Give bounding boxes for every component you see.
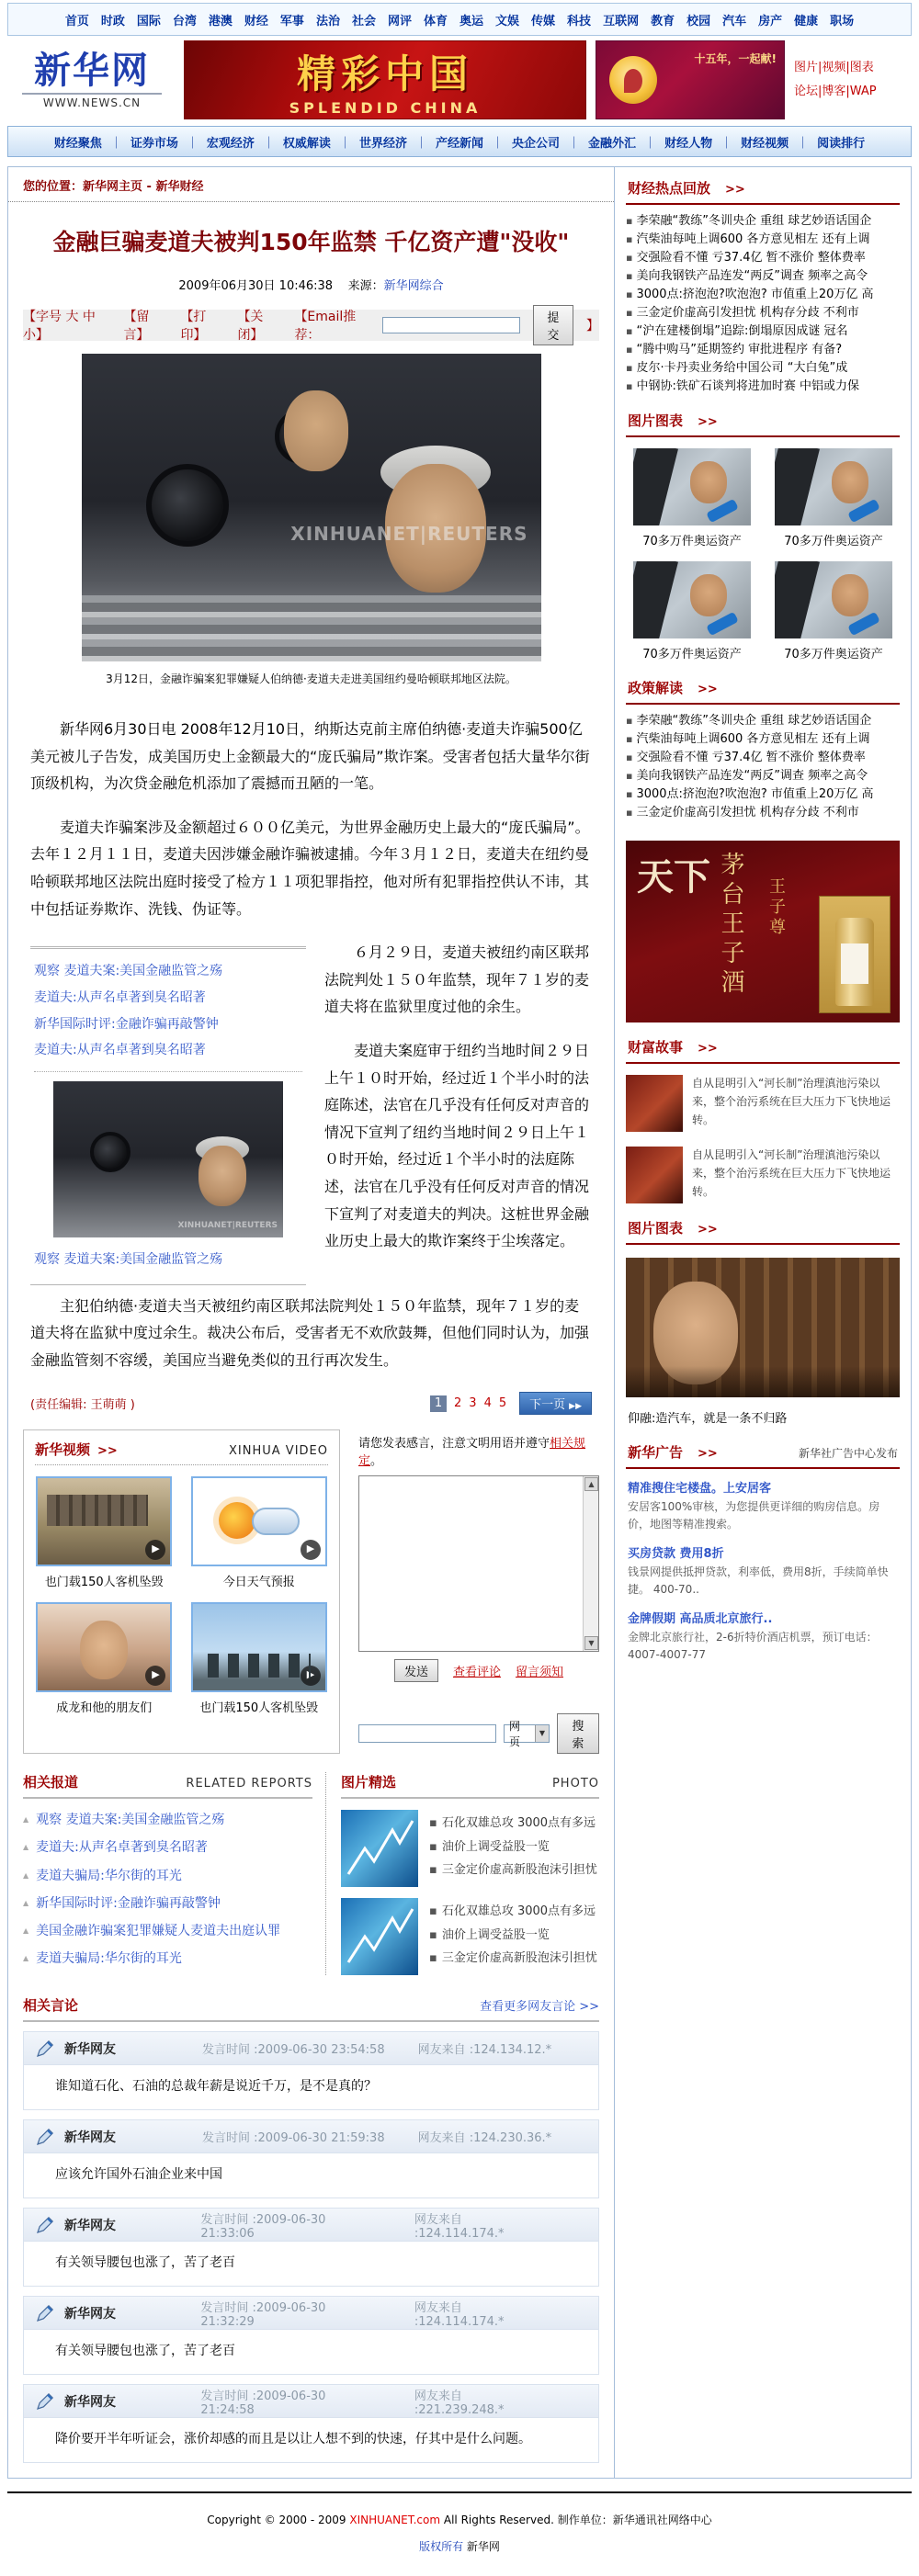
comment-time: 发言时间 :2009-06-30 23:54:58 <box>202 2043 385 2058</box>
inline-related-link[interactable]: 麦道夫:从声名卓著到臭名昭著 <box>34 1043 206 1058</box>
comment-item <box>23 2384 599 2463</box>
ad-title-link[interactable]: 买房贷款 费用8折 <box>628 1547 724 1562</box>
channel-nav-link[interactable]: ｜ 产经新闻 <box>407 133 483 151</box>
related-links-box <box>30 946 306 1284</box>
pencil-icon <box>35 2215 55 2235</box>
related-and-photo-row <box>23 1772 599 1975</box>
chart-pic-caption[interactable]: 70多万件奥运资产 <box>784 648 883 661</box>
top-nav-link[interactable]: 首页 <box>64 14 89 28</box>
top-nav-link[interactable]: 体育 <box>423 14 448 28</box>
channel-nav-link[interactable]: ｜ 金融外汇 <box>560 133 636 151</box>
interview-photo-thumbnail[interactable] <box>775 561 892 638</box>
comment-form <box>358 1429 599 1754</box>
figure-shape <box>284 390 348 471</box>
photo-watermark: XINHUANET|REUTERS <box>177 1220 278 1230</box>
video-section-title[interactable]: 新华视频 <box>35 1441 91 1459</box>
banner-ad-text: 十五年，一起献! <box>694 52 777 65</box>
related-reports-section <box>23 1772 326 1975</box>
video-thumbnail[interactable] <box>36 1602 172 1692</box>
hot-list-link[interactable]: ▪ 3000点:挤泡泡?吹泡泡? 市值重上20万亿 高 <box>626 286 900 304</box>
policy-section-title: 政策解读 <box>628 680 684 696</box>
top-nav-link[interactable]: 互联网 <box>603 14 640 28</box>
hot-list-link[interactable]: ▪ 皮尔·卡丹卖业务给中国公司 “大白兔”成 <box>626 359 900 378</box>
photo-picks-title: 图片精选 <box>341 1774 397 1791</box>
chart-pics-header <box>626 400 900 437</box>
breadcrumb <box>8 167 614 202</box>
search-bar <box>358 1713 599 1754</box>
figure-shape <box>775 561 820 638</box>
ad-section-title: 新华广告 <box>628 1444 684 1461</box>
video-caption[interactable]: 今日天气预报 <box>222 1576 295 1590</box>
policy-list <box>626 705 900 826</box>
photo-pick-link[interactable]: ▪ 石化双雄总攻 3000点有多远 <box>429 1812 597 1835</box>
email-input[interactable] <box>382 317 520 333</box>
hot-list-link[interactable]: ▪ 三金定价虚高引发担忧 机构存分歧 不利市 <box>626 304 900 322</box>
video-caption[interactable]: 成龙和他的朋友们 <box>56 1701 153 1716</box>
editor-credit: (责任编辑: 王萌萌 ) <box>30 1398 135 1413</box>
bracket-end: 】 <box>586 319 600 333</box>
commenter-name: 新华网友 <box>64 2306 116 2322</box>
video-caption[interactable]: 也门载150人客机坠毁 <box>199 1701 319 1716</box>
policy-list-link[interactable]: ▪ 汽柴油每吨上调600 各方意见相左 还有上调 <box>626 730 900 749</box>
interview-photo-thumbnail[interactable] <box>633 448 751 525</box>
more-comments-link[interactable]: 查看更多网友言论 >> <box>480 2000 599 2015</box>
video-box-header <box>35 1440 328 1465</box>
comment-header <box>24 2385 598 2418</box>
hot-list-link[interactable]: ▪ 汽柴油每吨上调600 各方意见相左 还有上调 <box>626 231 900 249</box>
feature-photo[interactable] <box>626 1258 900 1397</box>
page-link[interactable]: 2 <box>454 1396 462 1411</box>
story-text[interactable]: 自从昆明引入“河长制”治理滇池污染以来，整个治污系统在巨大压力下飞快地运转。 <box>692 1077 891 1126</box>
video-caption[interactable]: 也门载150人客机坠毁 <box>44 1576 164 1590</box>
commenter-name: 新华网友 <box>64 2041 116 2057</box>
top-nav-link[interactable]: 房产 <box>758 14 783 28</box>
pagination <box>430 1392 592 1415</box>
hot-section-header <box>626 167 900 205</box>
top-nav-link[interactable]: 社会 <box>351 14 376 28</box>
wealth-story-item[interactable] <box>626 1064 900 1135</box>
more-arrows[interactable]: >> <box>698 415 718 429</box>
next-arrows-icon <box>569 1398 582 1412</box>
rights-line: 版权所有 新华网 <box>419 2540 500 2554</box>
comment-header <box>24 2032 598 2065</box>
send-button[interactable]: 发送 <box>394 1659 438 1682</box>
page-footer <box>7 2491 912 2576</box>
top-nav-link[interactable]: 科技 <box>567 14 592 28</box>
top-nav <box>7 3 912 36</box>
policy-list-link[interactable]: ▪ 美向我钢铁产品连发“两反”调查 频率之高令 <box>626 767 900 785</box>
chart-pics2-title: 图片图表 <box>628 1220 684 1237</box>
related-report-link[interactable]: ▲ 麦道夫:从声名卓著到臭名昭著 <box>23 1834 312 1861</box>
chart-pic-item[interactable] <box>767 448 900 548</box>
stock-chart-thumbnail[interactable] <box>341 1898 418 1975</box>
scroll-down-icon[interactable] <box>584 1636 598 1650</box>
hot-list-link[interactable]: ▪ 交强险看不懂 亏37.4亿 暂不涨价 整体费率 <box>626 249 900 267</box>
channel-nav-link[interactable]: ｜ 宏观经济 <box>178 133 255 151</box>
chart-pics2-header <box>626 1207 900 1245</box>
main-container <box>7 166 912 2479</box>
text-ad-item[interactable] <box>626 1469 900 1534</box>
search-scope-select[interactable]: 网页 ▼ <box>504 1724 550 1743</box>
comments-section <box>23 1995 599 2463</box>
photo-picks-header <box>341 1772 599 1799</box>
video-section-english: XINHUA VIDEO <box>229 1444 328 1459</box>
pencil-icon <box>35 2127 55 2147</box>
photo-picks-section <box>326 1772 599 1975</box>
community-links[interactable]: 论坛|博客|WAP <box>794 85 877 98</box>
article-body <box>8 686 614 1373</box>
top-nav-link[interactable]: 国际 <box>136 14 161 28</box>
top-nav-link[interactable]: 时政 <box>100 14 125 28</box>
interview-photo-thumbnail[interactable] <box>775 448 892 525</box>
inline-photo-link[interactable]: 观察 麦道夫案:美国金融监管之殇 <box>34 1251 223 1267</box>
corner-links <box>794 56 904 104</box>
page-link[interactable]: 4 <box>483 1396 492 1411</box>
top-nav-link[interactable]: 教育 <box>651 14 675 28</box>
heart-icon <box>609 56 657 104</box>
chart-line-icon <box>341 1898 418 1975</box>
breadcrumb-label: 您的位置： <box>23 180 84 194</box>
photo-pick-links <box>429 1810 597 1887</box>
comments-header <box>23 1995 599 2022</box>
page-link[interactable]: 5 <box>498 1396 507 1411</box>
article-title: 金融巨骗麦道夫被判150年监禁 千亿资产遭"没收" <box>52 229 570 255</box>
story-text[interactable]: 自从昆明引入“河长制”治理滇池污染以来，整个治污系统在巨大压力下飞快地运转。 <box>692 1148 891 1198</box>
policy-list-link[interactable]: ▪ 三金定价虚高引发担忧 机构存分歧 不利市 <box>626 804 900 822</box>
chart-pic-caption[interactable]: 70多万件奥运资产 <box>642 648 742 661</box>
channel-nav-link[interactable]: ｜ 央企公司 <box>483 133 560 151</box>
article-inline-photo <box>53 1081 283 1237</box>
paragraph: ６月２９日，麦道夫被纽约南区联邦法院判处１５０年监禁，现年７１岁的麦道夫将在监狱里度过他的余生。 <box>324 943 590 1016</box>
comments-title: 相关言论 <box>23 1997 79 2015</box>
page-link[interactable]: 3 <box>469 1396 477 1411</box>
more-arrows[interactable]: >> <box>698 683 718 696</box>
ad-text: 天下 <box>637 855 710 898</box>
related-report-link[interactable]: ▲ 美国金融诈骗案犯罪嫌疑人麦道夫出庭认罪 <box>23 1917 312 1945</box>
video-item[interactable] <box>35 1476 174 1589</box>
hot-list-link[interactable]: ▪ “腾中购马”延期签约 审批进程序 有备? <box>626 341 900 359</box>
video-thumbnail[interactable] <box>191 1602 327 1692</box>
text-ad-item[interactable] <box>626 1599 900 1665</box>
comment-text: 降价要开半年听证会，涨价却感的而且是以让人想不到的快速，仔其中是什么问题。 <box>24 2418 598 2462</box>
source-label: 来源： <box>347 279 384 293</box>
policy-list-link[interactable]: ▪ 李荣融“教练”冬训央企 重组 球艺妙语话国企 <box>626 712 900 730</box>
pencil-icon <box>35 2391 55 2412</box>
stock-chart-thumbnail[interactable] <box>341 1810 418 1887</box>
video-grid <box>35 1476 328 1715</box>
hot-list-link[interactable]: ▪ 中钢协:铁矿石谈判将进加时赛 中铝或力保 <box>626 378 900 396</box>
story-thumbnail[interactable] <box>626 1075 683 1132</box>
ad-description: 钱景网提供抵押贷款，利率低，费用8折，手续简单快捷。 400-70.. <box>628 1565 889 1596</box>
comment-item <box>23 2208 599 2287</box>
more-arrows[interactable]: >> <box>698 1223 718 1237</box>
related-report-link[interactable]: ▲ 新华国际时评:金融诈骗再敲警钟 <box>23 1890 312 1917</box>
video-thumbnail[interactable] <box>191 1476 327 1566</box>
inline-related-link[interactable]: 新华国际时评:金融诈骗再敲警钟 <box>34 1016 219 1032</box>
comment-textarea-wrap <box>358 1475 599 1652</box>
top-nav-link[interactable]: 传媒 <box>531 14 556 28</box>
chart-pic-item[interactable] <box>767 561 900 661</box>
logo-url: WWW.NEWS.CN <box>22 93 162 109</box>
banner-title: 精彩中国 <box>296 51 473 96</box>
channel-nav-link[interactable]: 财经聚焦 <box>53 136 102 151</box>
hot-list <box>626 205 900 400</box>
photo-pick-link[interactable]: ▪ 油价上调受益股一览 <box>429 1836 597 1859</box>
comment-tip-suffix: 。 <box>370 1454 383 1469</box>
xinhua-video-box <box>23 1429 340 1754</box>
chart-pics-title: 图片图表 <box>628 412 684 429</box>
play-icon[interactable] <box>145 1666 165 1686</box>
top-nav-link[interactable]: 奥运 <box>460 14 484 28</box>
commenter-name: 新华网友 <box>64 2130 116 2145</box>
rules-link[interactable]: 相关规定 <box>358 1437 586 1469</box>
figure-shape <box>633 561 678 638</box>
top-nav-link[interactable]: 法治 <box>315 14 340 28</box>
hot-section-title: 财经热点回放 <box>628 180 711 197</box>
chart-pics-grid <box>626 437 900 667</box>
interview-photo-thumbnail[interactable] <box>633 561 751 638</box>
divider <box>34 1071 302 1072</box>
more-arrows[interactable]: >> <box>97 1444 118 1459</box>
scrollbar[interactable] <box>583 1476 598 1651</box>
photo-watermark: XINHUANET|REUTERS <box>290 523 528 546</box>
top-nav-link[interactable]: 军事 <box>279 14 304 28</box>
related-report-link[interactable]: ▲ 麦道夫骗局:华尔街的耳光 <box>23 1862 312 1890</box>
photo-picks-english: PHOTO <box>551 1777 599 1791</box>
channel-nav-link[interactable]: ｜ 阅读排行 <box>789 133 865 151</box>
camera-lens-shape <box>90 1132 130 1172</box>
chart-pic-caption[interactable]: 70多万件奥运资产 <box>642 535 742 548</box>
editor-row <box>30 1392 592 1415</box>
madoff-figure-shape <box>199 1146 246 1206</box>
pencil-icon <box>35 2039 55 2059</box>
source-link[interactable]: 新华网综合 <box>383 279 444 293</box>
photo-pick-link[interactable]: ▪ 三金定价虚高新股泡沫引担忧 <box>429 1947 597 1970</box>
bottle-icon <box>835 918 874 1006</box>
comment-textarea[interactable] <box>359 1476 583 1651</box>
comment-item <box>23 2296 599 2375</box>
hot-list-link[interactable]: ▪ 李荣融“教练”冬训央企 重组 球艺妙语话国企 <box>626 212 900 231</box>
top-nav-link[interactable]: 汽车 <box>722 14 747 28</box>
chart-pic-item[interactable] <box>626 561 758 661</box>
site-logo[interactable] <box>9 51 175 109</box>
print-button[interactable]: 【打印】 <box>180 310 207 343</box>
related-reports-header <box>23 1772 312 1799</box>
comment-origin: 网友来自 :124.134.12.* <box>417 2043 552 2058</box>
video-and-form-row <box>23 1429 599 1754</box>
channel-nav-link[interactable]: ｜ 财经视频 <box>712 133 789 151</box>
comment-header <box>24 2297 598 2330</box>
figure-shape <box>633 448 678 525</box>
inline-related-link[interactable]: 观察 麦道夫案:美国金融监管之殇 <box>34 964 223 979</box>
article-date: 2009年06月30日 10:46:38 <box>178 279 334 293</box>
copyright-line: Copyright © 2000 - 2009 XINHUANET.com All Rights Reserved. 制作单位：新华通讯社网络中心 <box>207 2514 712 2527</box>
media-links[interactable]: 图片|视频|图表 <box>794 61 874 74</box>
comment-tip-text: 请您发表感言，注意文明用语并遵守 <box>358 1437 550 1452</box>
photo-caption: 3月12日，金融诈骗案犯罪嫌疑人伯纳德·麦道夫走进美国纽约曼哈顿联邦地区法院。 <box>106 672 516 685</box>
email-recommend-label: 【Email推荐： <box>294 310 357 343</box>
ad-title-link[interactable]: 金牌假期 高品质北京旅行.. <box>628 1612 773 1627</box>
barricade-shape <box>82 595 541 661</box>
comment-origin: 网友来自 :124.114.174.* <box>414 2300 505 2329</box>
paragraph: 新华网6月30日电 2008年12月10日，纳斯达克前主席伯纳德·麦道夫诈骗500亿美元被儿子告发，成美国历史上金额最大的“庞氏骗局”欺诈案。受害者包括大量华尔街顶级机构，为次贷金融危机添加了震撼而丑陋的一笔。 <box>30 720 590 793</box>
related-report-link[interactable]: ▲ 观察 麦道夫案:美国金融监管之殇 <box>23 1806 312 1834</box>
video-item[interactable] <box>190 1476 329 1589</box>
scroll-up-icon[interactable] <box>584 1477 598 1491</box>
policy-list-link[interactable]: ▪ 3000点:挤泡泡?吹泡泡? 市值重上20万亿 高 <box>626 785 900 804</box>
comment-notice-link[interactable]: 留言须知 <box>516 1666 564 1680</box>
top-nav-link[interactable]: 台湾 <box>172 14 197 28</box>
commenter-name: 新华网友 <box>64 2218 116 2233</box>
comment-header <box>24 2120 598 2153</box>
story-thumbnail[interactable] <box>626 1147 683 1203</box>
comment-origin: 网友来自 :124.230.36.* <box>417 2131 552 2146</box>
comment-actions <box>358 1659 599 1682</box>
page <box>0 3 919 2576</box>
camera-lens-shape <box>146 464 229 547</box>
channel-nav <box>7 126 912 157</box>
view-comments-link[interactable]: 查看评论 <box>452 1666 501 1680</box>
comment-origin: 网友来自 :221.239.248.* <box>414 2389 505 2417</box>
paragraph: 麦道夫案庭审于纽约当地时间２９日上午１０时开始，经过近１个半小时的法庭陈述，法官在几乎没有任何反对声音的情况下宣判了纽约当地时间２９日上午１０时开始，经过近１个半小时的法庭陈述，法官在几乎没有任何反对声音的情况下宣判了对麦道夫的判决。这桩世界金融业历史上最大的欺诈案终于尘埃落定。 <box>324 1041 590 1250</box>
dropdown-arrow-icon[interactable] <box>535 1725 549 1742</box>
banner-anniversary-ad[interactable] <box>596 40 785 119</box>
channel-nav-link[interactable]: ｜ 证券市场 <box>102 133 178 151</box>
play-icon[interactable] <box>301 1666 321 1686</box>
top-nav-link[interactable]: 财经 <box>244 14 268 28</box>
paragraph: 麦道夫诈骗案涉及金额超过６００亿美元，为世界金融历史上最大的“庞氏骗局”。去年１２月１１日，麦道夫因涉嫌金融诈骗被逮捕。今年３月１２日，麦道夫在纽约曼哈顿联邦地区法院出庭时接受了检方１１项犯罪指控，他对所有犯罪指控供认不讳，其中包括证券欺诈、洗钱、伪证等。 <box>30 818 590 918</box>
chart-pic-caption[interactable]: 70多万件奥运资产 <box>784 535 883 548</box>
video-thumbnail[interactable] <box>36 1476 172 1566</box>
next-page-button[interactable]: 下一页 ▶▶ <box>519 1392 592 1415</box>
comment-time: 发言时间 :2009-06-30 21:32:29 <box>200 2300 326 2329</box>
comment-time: 发言时间 :2009-06-30 21:24:58 <box>200 2389 326 2417</box>
site-header <box>0 36 919 124</box>
photo-pick-link[interactable]: ▪ 石化双雄总攻 3000点有多远 <box>429 1900 597 1923</box>
related-reports-title: 相关报道 <box>23 1774 79 1791</box>
comment-origin: 网友来自 :124.114.174.* <box>414 2212 505 2241</box>
top-nav-link[interactable]: 职场 <box>830 14 855 28</box>
channel-nav-link[interactable]: ｜ 财经人物 <box>636 133 712 151</box>
paragraph: 主犯伯纳德·麦道夫当天被纽约南区联邦法院判处１５０年监禁，现年７１岁的麦道夫将在监狱中度过余生。裁决公布后，受害者无不欢欣鼓舞，但他们同时认为，加强金融监管刻不容缓，美国应当避免类似的丑行再次发生。 <box>30 1296 590 1369</box>
comment-tip <box>358 1433 599 1468</box>
comment-item <box>23 2119 599 2198</box>
comment-header <box>24 2209 598 2242</box>
ad-section-header <box>626 1431 900 1469</box>
article-toolbar <box>23 310 599 341</box>
text-ad-item[interactable] <box>626 1534 900 1599</box>
ad-text: 茅台王子酒 <box>717 852 744 999</box>
ad-description: 金牌北京旅行社，2-6折特价酒店机票，预订电话： 4007-4007-77 <box>628 1631 878 1661</box>
email-submit-button[interactable]: 提交 <box>533 305 573 345</box>
top-nav-link[interactable]: 港澳 <box>208 14 233 28</box>
ad-publisher: 新华社广告中心发布 <box>798 1447 898 1460</box>
breadcrumb-path[interactable]: 新华网主页 - 新华财经 <box>83 180 204 194</box>
photo-pick-link[interactable]: ▪ 油价上调受益股一览 <box>429 1924 597 1947</box>
wealth-section-header <box>626 1026 900 1064</box>
close-button[interactable]: 【关闭】 <box>237 310 264 343</box>
chart-line-icon <box>341 1810 418 1887</box>
content-column <box>8 167 615 2478</box>
comment-text: 有关领导腰包也涨了，苦了老百 <box>24 2330 598 2374</box>
policy-section-header <box>626 667 900 705</box>
font-size-control[interactable]: 【字号 大 中 小】 <box>23 310 96 343</box>
wealth-story-item[interactable] <box>626 1135 900 1207</box>
top-nav-link[interactable]: 校园 <box>686 14 711 28</box>
channel-nav-link[interactable]: ｜ 世界经济 <box>331 133 407 151</box>
play-icon[interactable] <box>145 1540 165 1560</box>
hot-list-link[interactable]: ▪ 美向我钢铁产品连发“两反”调查 频率之高令 <box>626 267 900 286</box>
feature-photo-caption[interactable]: 仰融:造汽车，就是一条不归路 <box>628 1412 788 1426</box>
search-button[interactable]: 搜索 <box>557 1713 599 1754</box>
more-arrows[interactable]: >> <box>698 1447 718 1461</box>
page-current: 1 <box>430 1395 447 1412</box>
ad-description: 安居客100%审核，为您提供更详细的购房信息。房价，地图等精准搜索。 <box>628 1500 880 1531</box>
ad-text: 王子尊 <box>766 877 786 938</box>
more-arrows[interactable]: >> <box>725 183 745 197</box>
comment-time: 发言时间 :2009-06-30 21:59:38 <box>202 2131 385 2146</box>
comment-text: 应该允许国外石油企业来中国 <box>24 2153 598 2198</box>
comment-text: 有关领导腰包也涨了，苦了老百 <box>24 2242 598 2286</box>
cloud-icon <box>252 1508 300 1535</box>
related-reports-english: RELATED REPORTS <box>186 1777 312 1791</box>
comment-button[interactable]: 【留言】 <box>123 310 150 343</box>
search-input[interactable] <box>358 1724 496 1743</box>
rights-link[interactable]: 版权所有 <box>419 2540 464 2554</box>
logo-text: 新华网 <box>34 50 150 92</box>
inline-related-link[interactable]: 麦道夫:从声名卓著到臭名昭著 <box>34 989 206 1005</box>
top-nav-link[interactable]: 健康 <box>794 14 819 28</box>
wealth-section-title: 财富故事 <box>628 1039 684 1056</box>
figure-shape <box>775 448 820 525</box>
sidebar <box>615 167 911 2478</box>
policy-list-link[interactable]: ▪ 交强险看不懂 亏37.4亿 暂不涨价 整体费率 <box>626 749 900 767</box>
pencil-icon <box>35 2303 55 2323</box>
video-item[interactable] <box>190 1602 329 1715</box>
xinhuanet-brand: XINHUANET.com <box>349 2514 441 2527</box>
photo-pick-link[interactable]: ▪ 三金定价虚高新股泡沫引担忧 <box>429 1859 597 1881</box>
photo-pick-group <box>341 1810 599 1887</box>
top-nav-link[interactable]: 网评 <box>387 14 412 28</box>
related-reports-list <box>23 1806 312 1972</box>
photo-pick-group <box>341 1898 599 1975</box>
top-nav-link[interactable]: 文娱 <box>495 14 520 28</box>
comment-time: 发言时间 :2009-06-30 21:33:06 <box>200 2212 326 2241</box>
channel-nav-link[interactable]: ｜ 权威解读 <box>255 133 331 151</box>
chart-pic-item[interactable] <box>626 448 758 548</box>
play-icon[interactable] <box>301 1540 321 1560</box>
comment-item <box>23 2031 599 2110</box>
sun-icon <box>219 1502 255 1539</box>
commenter-name: 新华网友 <box>64 2394 116 2410</box>
banner-splendid-china[interactable] <box>184 40 586 119</box>
article-main-photo <box>82 354 541 661</box>
comment-text: 谁知道石化、石油的总裁年薪是说近千万，是不是真的？ <box>24 2065 598 2109</box>
article-dateline <box>8 268 614 304</box>
hot-list-link[interactable]: ▪ “沪在建楼倒塌”追踪:倒塌原因成谜 冠名 <box>626 322 900 341</box>
related-report-link[interactable]: ▲ 麦道夫骗局:华尔街的耳光 <box>23 1945 312 1972</box>
photo-pick-links <box>429 1898 597 1975</box>
more-arrows[interactable]: >> <box>698 1042 718 1056</box>
banner-subtitle: SPLENDID CHINA <box>289 98 482 117</box>
video-item[interactable] <box>35 1602 174 1715</box>
ad-title-link[interactable]: 精准搜住宅楼盘。上安居客 <box>628 1482 772 1496</box>
liquor-advertisement[interactable] <box>626 841 900 1022</box>
